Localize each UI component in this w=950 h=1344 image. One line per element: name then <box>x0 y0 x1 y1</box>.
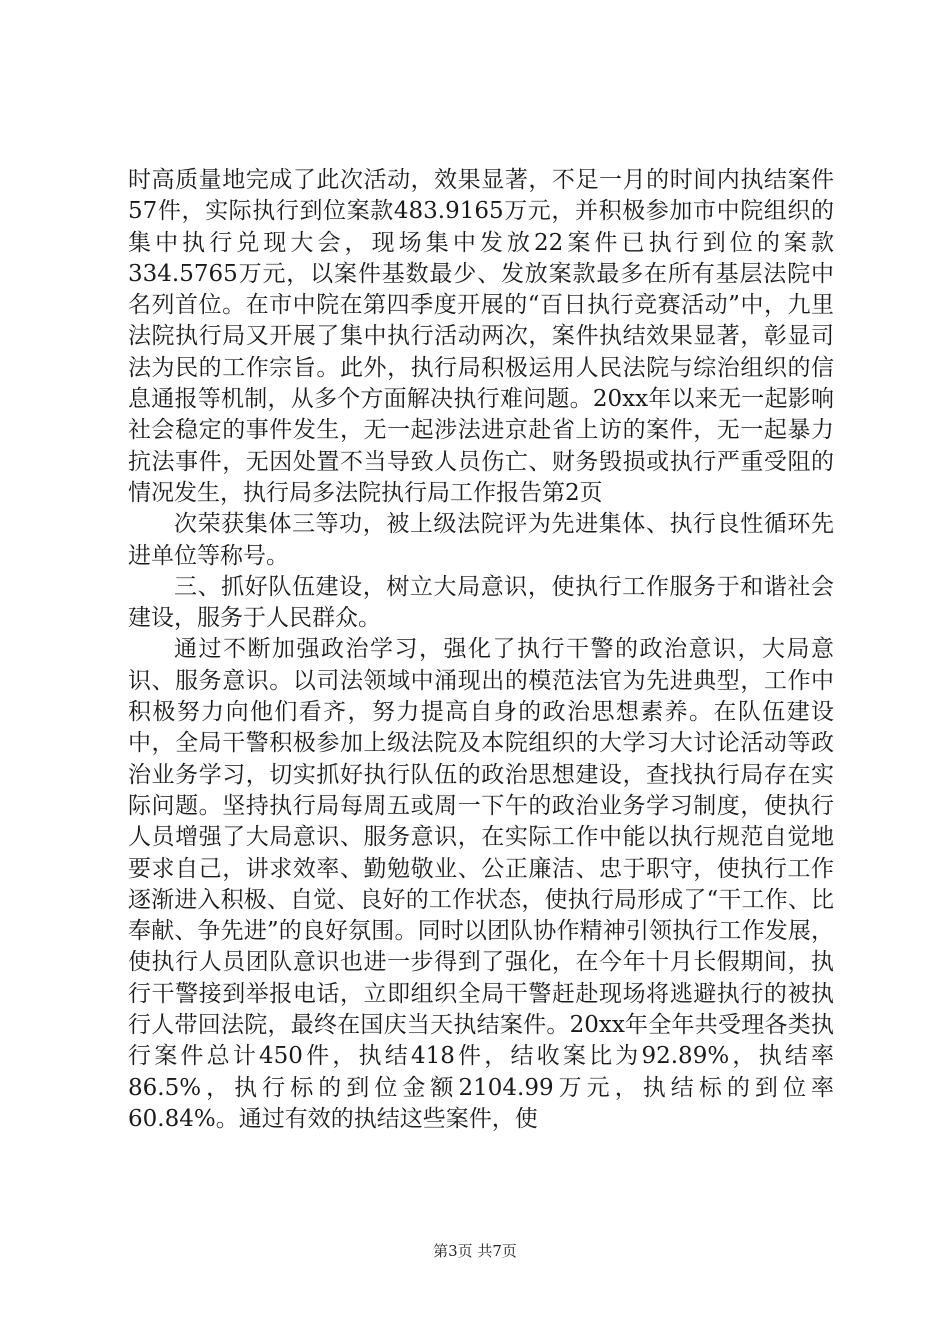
paragraph-continued: 时高质量地完成了此次活动，效果显著，不足一月的时间内执结案件57件，实际执行到位案款483.9165万元，并积极参加市中院组织的集中执行兑现大会，现场集中发放22案件已执行到位的案款334.5765万元，以案件基数最少、发放案款最多在所有基层法院中名列首位。在市中院在第四季度开展的“百日执行竞赛活动”中，九里法院执行局又开展了集中执行活动两次，案件执结效果显著，彰显司法为民的工作宗旨。此外，执行局积极运用人民法院与综治组织的信息通报等机制，从多个方面解决执行难问题。20xx年以来无一起影响社会稳定的事件发生，无一起涉法进京赴省上访的案件，无一起暴力抗法事件，无因处置不当导致人员伤亡、财务毁损或执行严重受阻的情况发生，执行局多法院执行局工作报告第2页 <box>128 167 834 506</box>
paragraph-honors: 次荣获集体三等功，被上级法院评为先进集体、执行良性循环先进单位等称号。 <box>128 511 834 569</box>
paragraph-political-study: 通过不断加强政治学习，强化了执行干警的政治意识，大局意识、服务意识。以司法领域中涌现出的模范法官为先进典型，工作中积极努力向他们看齐，努力提高自身的政治思想素养。在队伍建设中，全局干警积极参加上级法院及本院组织的大学习大讨论活动等政治业务学习，切实抓好执行队伍的政治思想建设，查找执行局存在实际问题。坚持执行局每周五或周一下午的政治业务学习制度，使执行人员增强了大局意识、服务意识，在实际工作中能以执行规范自觉地要求自己，讲求效率、勤勉敬业、公正廉洁、忠于职守，使执行工作逐渐进入积极、自觉、良好的工作状态，使执行局形成了“干工作、比奉献、争先进”的良好氛围。同时以团队协作精神引领执行工作发展，使执行人员团队意识也进一步得到了强化，在今年十月长假期间，执行干警接到举报电话，立即组织全局干警赶赴现场将逃避执行的被执行人带回法院，最终在国庆当天执结案件。20xx年全年共受理各类执行案件总计450件，执结418件，结收案比为92.89%，执结率86.5%，执行标的到位金额2104.99万元，执结标的到位率60.84%。通过有效的执结这些案件，使 <box>128 636 834 1132</box>
document-body <box>128 165 834 1135</box>
section-heading-team-building: 三、抓好队伍建设，树立大局意识，使执行工作服务于和谐社会建设，服务于人民群众。 <box>128 573 834 632</box>
page-number-footer: 第3页 共7页 <box>433 1242 517 1260</box>
